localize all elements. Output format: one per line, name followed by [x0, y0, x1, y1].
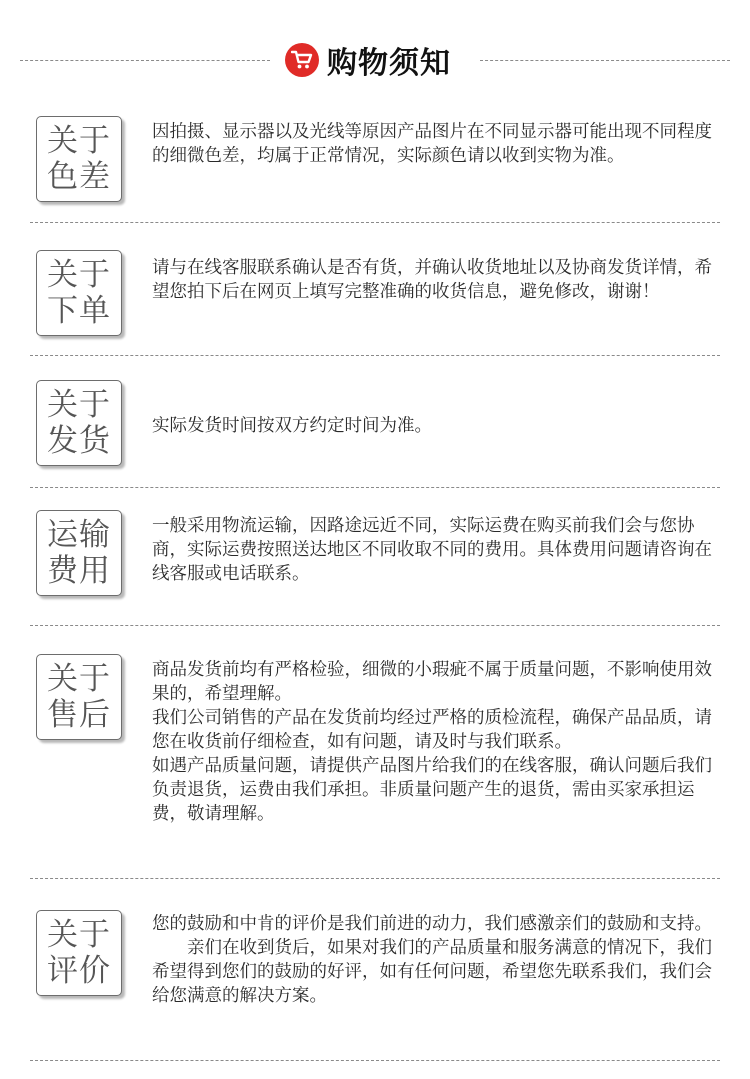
page-header: [0, 28, 750, 90]
section-label-box: [36, 510, 122, 596]
section-label-line: 关于: [47, 123, 111, 159]
section-paragraph: 亲们在收到货后，如果对我们的产品质量和服务满意的情况下，我们希望得到您们的鼓励的好评，如有任何问题，希望您先联系我们，我们会给您满意的解决方案。: [152, 938, 712, 1006]
section-text: [152, 414, 717, 438]
section-paragraph: 实际发货时间按双方约定时间为准。: [152, 416, 432, 436]
section-divider: [30, 625, 720, 626]
section-paragraph: 您的鼓励和中肯的评价是我们前进的动力，我们感激亲们的鼓励和支持。: [152, 914, 712, 934]
section-divider: [30, 878, 720, 879]
section-divider: [30, 222, 720, 223]
page-title: 购物须知: [327, 46, 451, 81]
section-text: [152, 514, 717, 586]
section-paragraph: 商品发货前均有严格检验，细微的小瑕疵不属于质量问题，不影响使用效果的，希望理解。: [152, 660, 712, 704]
section-label-line: 关于: [47, 387, 111, 423]
section-label-line: 售后: [47, 697, 111, 733]
section-paragraph: 如遇产品质量问题，请提供产品图片给我们的在线客服，确认问题后我们负责退货，运费由我们承担。非质量问题产生的退货，需由买家承担运费，敬请理解。: [152, 756, 712, 824]
shopping-cart-icon: [285, 43, 319, 77]
section-label-line: 色差: [47, 159, 111, 195]
section-label-line: 费用: [47, 553, 111, 589]
section-label-line: 关于: [47, 257, 111, 293]
section-label-line: 运输: [47, 517, 111, 553]
section-paragraph: 因拍摄、显示器以及光线等原因产品图片在不同显示器可能出现不同程度的细微色差，均属于正常情况，实际颜色请以收到实物为准。: [152, 122, 712, 166]
section-divider: [30, 1060, 720, 1061]
section-divider: [30, 355, 720, 356]
section-label-box: [36, 250, 122, 336]
section-paragraph: 请与在线客服联系确认是否有货，并确认收货地址以及协商发货详情，希望您拍下后在网页上填写完整准确的收货信息，避免修改，谢谢！: [152, 258, 712, 302]
title-group: [285, 38, 451, 82]
section-label-box: [36, 910, 122, 996]
section-label-line: 发货: [47, 423, 111, 459]
section-label-line: 关于: [47, 661, 111, 697]
section-label-box: [36, 380, 122, 466]
section-paragraph: 我们公司销售的产品在发货前均经过严格的质检流程，确保产品品质，请您在收货前仔细检查，如有问题，请及时与我们联系。: [152, 708, 712, 752]
section-text: [152, 912, 717, 1008]
section-text: [152, 256, 717, 304]
section-label-box: [36, 116, 122, 202]
header-rule-left: [20, 60, 270, 61]
section-text: [152, 120, 717, 168]
section-divider: [30, 487, 720, 488]
section-label-box: [36, 654, 122, 740]
section-label-line: 评价: [47, 953, 111, 989]
section-text: [152, 658, 717, 826]
header-rule-right: [480, 60, 730, 61]
section-label-line: 下单: [47, 293, 111, 329]
section-label-line: 关于: [47, 917, 111, 953]
section-paragraph: 一般采用物流运输，因路途远近不同，实际运费在购买前我们会与您协商，实际运费按照送达地区不同收取不同的费用。具体费用问题请咨询在线客服或电话联系。: [152, 516, 712, 584]
